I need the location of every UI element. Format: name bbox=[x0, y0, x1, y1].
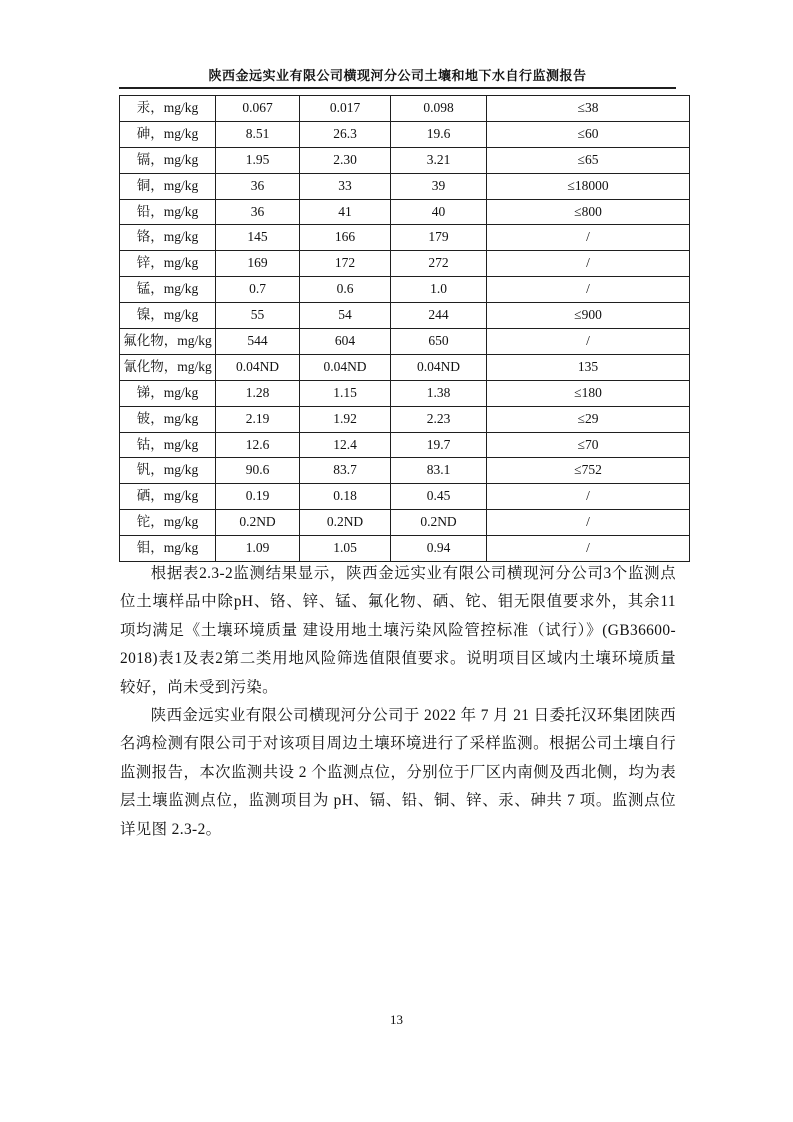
measured-value: 2.30 bbox=[300, 147, 391, 173]
measured-value: 19.6 bbox=[391, 121, 487, 147]
paragraph-results-analysis: 根据表2.3-2监测结果显示，陕西金远实业有限公司横现河分公司3个监测点位土壤样品中除pH、铬、锌、锰、氟化物、硒、铊、钼无限值要求外，其余11项均满足《土壤环境质量 建设用地土壤污染风险管控标准（试行）》(GB36600-2018)表1及表2第二类用地风险筛选值限值要求。说明项目区域内土壤环境质量较好，尚未受到污染。 bbox=[120, 565, 676, 696]
parameter-label: 硒，mg/kg bbox=[120, 484, 216, 510]
limit-value: ≤900 bbox=[487, 303, 690, 329]
measured-value: 1.38 bbox=[391, 380, 487, 406]
table-body bbox=[120, 96, 690, 562]
measured-value: 1.0 bbox=[391, 277, 487, 303]
table-row bbox=[120, 199, 690, 225]
table-row bbox=[120, 380, 690, 406]
limit-value: ≤38 bbox=[487, 96, 690, 122]
parameter-label: 汞，mg/kg bbox=[120, 96, 216, 122]
measured-value: 83.7 bbox=[300, 458, 391, 484]
measured-value: 650 bbox=[391, 329, 487, 355]
measured-value: 36 bbox=[216, 199, 300, 225]
measured-value: 2.19 bbox=[216, 406, 300, 432]
measured-value: 0.45 bbox=[391, 484, 487, 510]
measured-value: 1.09 bbox=[216, 536, 300, 562]
limit-value: / bbox=[487, 536, 690, 562]
table-row bbox=[120, 173, 690, 199]
table-row bbox=[120, 96, 690, 122]
parameter-label: 铅，mg/kg bbox=[120, 199, 216, 225]
measured-value: 1.95 bbox=[216, 147, 300, 173]
parameter-label: 锰，mg/kg bbox=[120, 277, 216, 303]
limit-value: ≤752 bbox=[487, 458, 690, 484]
limit-value: 135 bbox=[487, 354, 690, 380]
measured-value: 0.04ND bbox=[391, 354, 487, 380]
measured-value: 39 bbox=[391, 173, 487, 199]
parameter-label: 铜，mg/kg bbox=[120, 173, 216, 199]
parameter-label: 镍，mg/kg bbox=[120, 303, 216, 329]
measured-value: 3.21 bbox=[391, 147, 487, 173]
measured-value: 1.28 bbox=[216, 380, 300, 406]
measured-value: 272 bbox=[391, 251, 487, 277]
measured-value: 0.017 bbox=[300, 96, 391, 122]
page-header bbox=[119, 68, 676, 89]
measured-value: 12.4 bbox=[300, 432, 391, 458]
limit-value: ≤60 bbox=[487, 121, 690, 147]
measured-value: 0.2ND bbox=[300, 510, 391, 536]
parameter-label: 氰化物，mg/kg bbox=[120, 354, 216, 380]
table-row bbox=[120, 121, 690, 147]
table-row bbox=[120, 251, 690, 277]
limit-value: / bbox=[487, 329, 690, 355]
measured-value: 55 bbox=[216, 303, 300, 329]
table-row bbox=[120, 225, 690, 251]
parameter-label: 镉，mg/kg bbox=[120, 147, 216, 173]
measured-value: 604 bbox=[300, 329, 391, 355]
measured-value: 1.92 bbox=[300, 406, 391, 432]
page-number: 13 bbox=[390, 1012, 403, 1027]
measured-value: 2.23 bbox=[391, 406, 487, 432]
report-title: 陕西金远实业有限公司横现河分公司土壤和地下水自行监测报告 bbox=[208, 68, 587, 83]
measured-value: 54 bbox=[300, 303, 391, 329]
measured-value: 40 bbox=[391, 199, 487, 225]
limit-value: / bbox=[487, 225, 690, 251]
measured-value: 0.04ND bbox=[300, 354, 391, 380]
parameter-label: 钴，mg/kg bbox=[120, 432, 216, 458]
measured-value: 0.067 bbox=[216, 96, 300, 122]
measured-value: 8.51 bbox=[216, 121, 300, 147]
measured-value: 169 bbox=[216, 251, 300, 277]
measured-value: 1.15 bbox=[300, 380, 391, 406]
table-row bbox=[120, 147, 690, 173]
limit-value: ≤800 bbox=[487, 199, 690, 225]
table-row bbox=[120, 484, 690, 510]
limit-value: / bbox=[487, 510, 690, 536]
measured-value: 244 bbox=[391, 303, 487, 329]
measured-value: 90.6 bbox=[216, 458, 300, 484]
measured-value: 12.6 bbox=[216, 432, 300, 458]
measured-value: 41 bbox=[300, 199, 391, 225]
measured-value: 0.2ND bbox=[216, 510, 300, 536]
measured-value: 19.7 bbox=[391, 432, 487, 458]
measured-value: 83.1 bbox=[391, 458, 487, 484]
measured-value: 544 bbox=[216, 329, 300, 355]
measured-value: 36 bbox=[216, 173, 300, 199]
paragraph-monitoring-plan: 陕西金远实业有限公司横现河分公司于 2022 年 7 月 21 日委托汉环集团陕西名鸿检测有限公司于对该项目周边土壤环境进行了采样监测。根据公司土壤自行监测报告，本次监测共设 2 个监测点位，分别位于厂区内南侧及西北侧，均为表层土壤监测点位，监测项目为 pH、镉、铅、铜、锌、汞、砷共 7 项。监测点位详见图 2.3-2。 bbox=[120, 707, 676, 838]
measured-value: 1.05 bbox=[300, 536, 391, 562]
body-text bbox=[120, 560, 676, 844]
limit-value: ≤29 bbox=[487, 406, 690, 432]
measured-value: 179 bbox=[391, 225, 487, 251]
parameter-label: 锑，mg/kg bbox=[120, 380, 216, 406]
table-row bbox=[120, 277, 690, 303]
table-row bbox=[120, 303, 690, 329]
measured-value: 0.6 bbox=[300, 277, 391, 303]
limit-value: ≤70 bbox=[487, 432, 690, 458]
measured-value: 0.7 bbox=[216, 277, 300, 303]
measured-value: 0.098 bbox=[391, 96, 487, 122]
parameter-label: 氟化物，mg/kg bbox=[120, 329, 216, 355]
table-row bbox=[120, 406, 690, 432]
measured-value: 33 bbox=[300, 173, 391, 199]
table-row bbox=[120, 510, 690, 536]
parameter-label: 铊，mg/kg bbox=[120, 510, 216, 536]
table-row bbox=[120, 458, 690, 484]
measured-value: 0.2ND bbox=[391, 510, 487, 536]
parameter-label: 钼，mg/kg bbox=[120, 536, 216, 562]
limit-value: ≤18000 bbox=[487, 173, 690, 199]
table-row bbox=[120, 354, 690, 380]
measured-value: 166 bbox=[300, 225, 391, 251]
table-row bbox=[120, 432, 690, 458]
measured-value: 0.18 bbox=[300, 484, 391, 510]
monitoring-results-table bbox=[119, 95, 690, 562]
measured-value: 0.19 bbox=[216, 484, 300, 510]
measured-value: 172 bbox=[300, 251, 391, 277]
parameter-label: 砷，mg/kg bbox=[120, 121, 216, 147]
parameter-label: 铍，mg/kg bbox=[120, 406, 216, 432]
limit-value: / bbox=[487, 484, 690, 510]
limit-value: ≤65 bbox=[487, 147, 690, 173]
parameter-label: 钒，mg/kg bbox=[120, 458, 216, 484]
measured-value: 145 bbox=[216, 225, 300, 251]
limit-value: / bbox=[487, 277, 690, 303]
parameter-label: 锌，mg/kg bbox=[120, 251, 216, 277]
table-row bbox=[120, 329, 690, 355]
table-row bbox=[120, 536, 690, 562]
measured-value: 0.04ND bbox=[216, 354, 300, 380]
limit-value: ≤180 bbox=[487, 380, 690, 406]
limit-value: / bbox=[487, 251, 690, 277]
measured-value: 0.94 bbox=[391, 536, 487, 562]
measured-value: 26.3 bbox=[300, 121, 391, 147]
parameter-label: 铬，mg/kg bbox=[120, 225, 216, 251]
